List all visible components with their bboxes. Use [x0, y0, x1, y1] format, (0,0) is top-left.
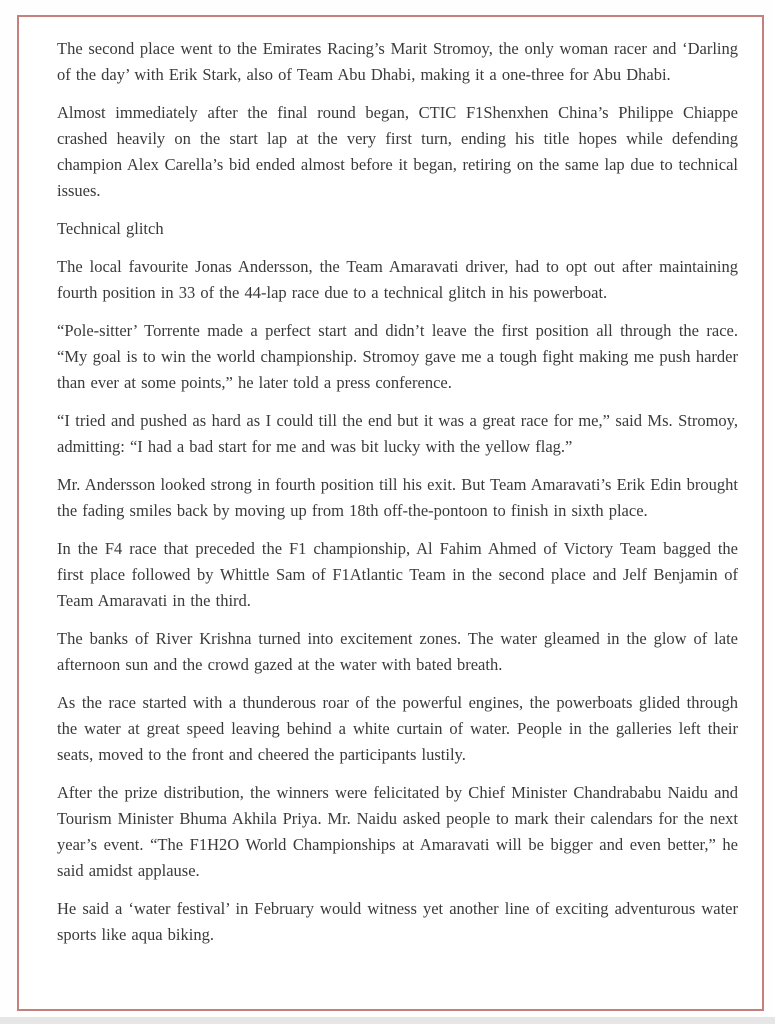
paragraph: “Pole-sitter’ Torrente made a perfect start and didn’t leave the first position all through the race. “My goal is to win the world championship. Stromoy gave me a tough fight making me push harder than ever at some points,” he later told a press conference. — [57, 321, 738, 392]
paragraph: He said a ‘water festival’ in February would witness yet another line of exciting adventurous water sports like aqua biking. — [57, 899, 738, 944]
paragraph: The banks of River Krishna turned into excitement zones. The water gleamed in the glow of late afternoon sun and the crowd gazed at the water with bated breath. — [57, 629, 738, 674]
paragraph: The local favourite Jonas Andersson, the Team Amaravati driver, had to opt out after maintaining fourth position in 33 of the 44-lap race due to a technical glitch in his powerboat. — [57, 257, 738, 302]
paragraph: The second place went to the Emirates Racing’s Marit Stromoy, the only woman racer and ‘Darling of the day’ with Erik Stark, also of Team Abu Dhabi, making it a one-three for Abu Dhabi. — [57, 39, 738, 84]
paragraph: “I tried and pushed as hard as I could till the end but it was a great race for me,” said Ms. Stromoy, admitting: “I had a bad start for me and was bit lucky with the yellow flag.” — [57, 411, 738, 456]
page-bottom-gap — [0, 1017, 775, 1024]
paragraph: Mr. Andersson looked strong in fourth position till his exit. But Team Amaravati’s Erik Edin brought the fading smiles back by moving up from 18th off-the-pontoon to finish in sixth place. — [57, 475, 738, 520]
paragraph: Almost immediately after the final round began, CTIC F1Shenxhen China’s Philippe Chiappe crashed heavily on the start lap at the very first turn, ending his title hopes while defending champion Alex Carella’s bid ended almost before it began, retiring on the same lap due to technical issues. — [57, 103, 738, 200]
article-frame — [17, 15, 764, 1011]
section-subheading: Technical glitch — [57, 219, 164, 238]
paragraph: After the prize distribution, the winners were felicitated by Chief Minister Chandrababu Naidu and Tourism Minister Bhuma Akhila Priya. Mr. Naidu asked people to mark their calendars for the next year’s event. “The F1H2O World Championships at Amaravati will be bigger and even better,” he said amidst applause. — [57, 783, 738, 880]
paragraph: In the F4 race that preceded the F1 championship, Al Fahim Ahmed of Victory Team bagged the first place followed by Whittle Sam of F1Atlantic Team in the second place and Jelf Benjamin of Team Amaravati in the third. — [57, 539, 738, 610]
paragraph: As the race started with a thunderous roar of the powerful engines, the powerboats glided through the water at great speed leaving behind a white curtain of water. People in the galleries left their seats, moved to the front and cheered the participants lustily. — [57, 693, 738, 764]
